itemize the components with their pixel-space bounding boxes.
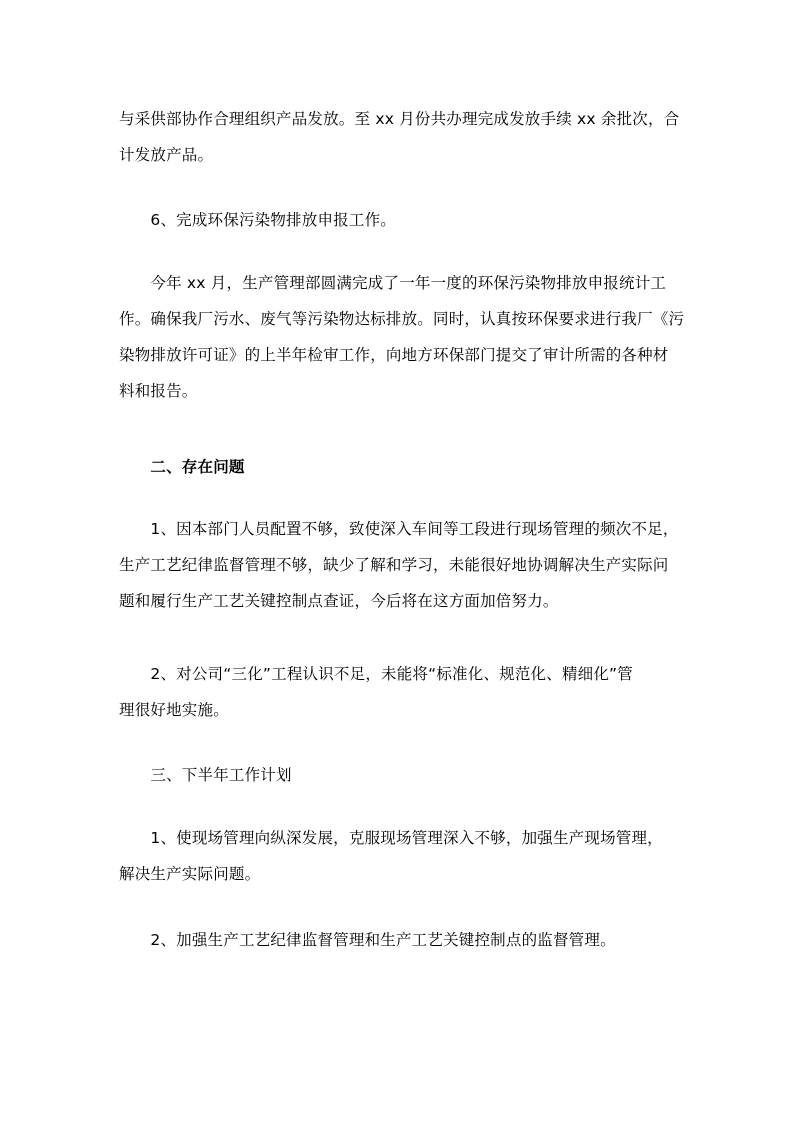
text-line: 作。确保我厂污水、废气等污染物达标排放。同时，认真按环保要求进行我厂《污: [119, 310, 685, 328]
text-line: 6、完成环保污染物排放申报工作。: [119, 211, 396, 229]
text-line: 生产工艺纪律监督管理不够，缺少了解和学习，未能很好地协调解决生产实际问: [119, 556, 669, 574]
text-line: 与采供部协作合理组织产品发放。至 xx 月份共办理完成发放手续 xx 余批次，合: [119, 110, 680, 128]
text-line: 1、使现场管理向纵深发展，克服现场管理深入不够，加强生产现场管理，: [119, 829, 663, 847]
heading-line: 三、下半年工作计划: [119, 766, 292, 784]
text-line: 题和履行生产工艺关键控制点查证，今后将在这方面加倍努力。: [119, 592, 559, 610]
section-heading-existing-problems: [119, 449, 681, 485]
paragraph-problem-1: [119, 511, 681, 619]
paragraph-problem-2: [119, 656, 681, 728]
text-line: 料和报告。: [119, 382, 198, 400]
section-heading-second-half-plan: [119, 757, 681, 793]
text-line: 1、因本部门人员配置不够，致使深入车间等工段进行现场管理的频次不足，: [119, 520, 679, 538]
paragraph-item-6-title: [119, 202, 681, 238]
paragraph-plan-1: [119, 820, 681, 892]
text-line: 计发放产品。: [119, 146, 214, 164]
paragraph-plan-2: [119, 922, 681, 958]
text-line: 理很好地实施。: [119, 701, 229, 719]
text-line: 2、对公司“三化”工程认识不足，未能将“标准化、规范化、精细化”管: [119, 665, 633, 683]
heading-line: 二、存在问题: [119, 458, 245, 476]
paragraph-pollutant-report: [119, 265, 685, 409]
paragraph-product-distribution: [119, 101, 681, 173]
text-line: 今年 xx 月，生产管理部圆满完成了一年一度的环保污染物排放申报统计工: [119, 274, 667, 292]
text-line: 染物排放许可证》的上半年检审工作，向地方环保部门提交了审计所需的各种材: [119, 346, 669, 364]
text-line: 2、加强生产工艺纪律监督管理和生产工艺关键控制点的监督管理。: [119, 931, 616, 949]
text-line: 解决生产实际问题。: [119, 865, 261, 883]
